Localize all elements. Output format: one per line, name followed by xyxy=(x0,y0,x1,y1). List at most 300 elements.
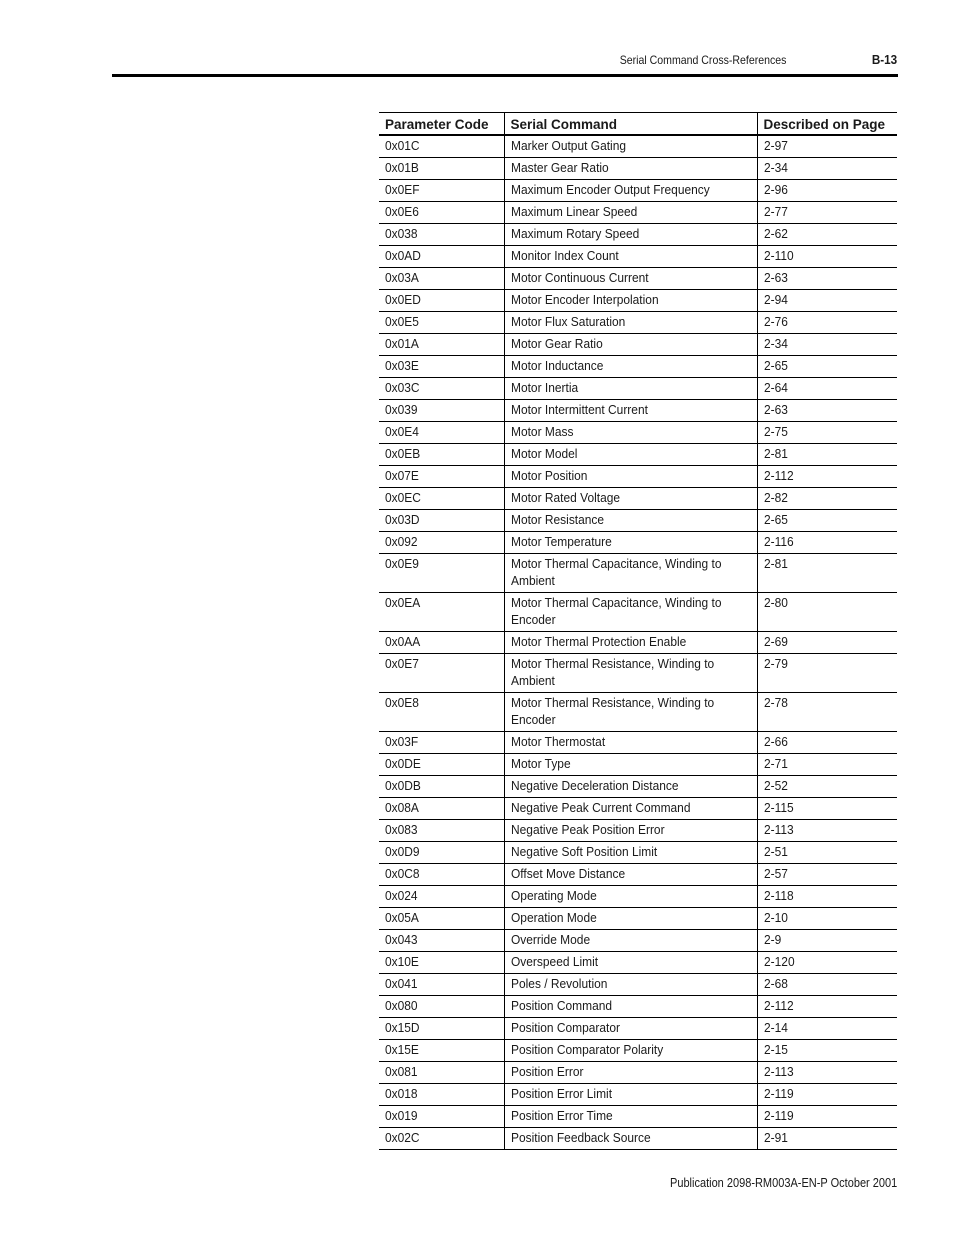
described-on-page-cell xyxy=(757,202,897,224)
parameter-code-cell-text: 0x0C8 xyxy=(385,866,420,881)
parameter-code-cell xyxy=(379,135,504,158)
serial-command-cell-text: Motor Thermal Resistance, Winding to Encoder xyxy=(510,695,714,727)
serial-command-cell xyxy=(504,532,757,554)
described-on-page-cell-text: 2-65 xyxy=(763,358,788,373)
described-on-page-cell-text: 2-76 xyxy=(763,314,788,329)
serial-command-cell-text: Motor Flux Saturation xyxy=(510,314,625,329)
described-on-page-cell xyxy=(757,798,897,820)
serial-command-cell xyxy=(504,246,757,268)
described-on-page-cell-text: 2-118 xyxy=(763,888,794,903)
described-on-page-cell-text: 2-81 xyxy=(763,556,788,571)
table-row xyxy=(379,334,897,356)
described-on-page-cell xyxy=(757,776,897,798)
serial-command-cell-text: Motor Thermal Protection Enable xyxy=(510,634,686,649)
described-on-page-cell xyxy=(757,908,897,930)
described-on-page-cell xyxy=(757,510,897,532)
table-row xyxy=(379,180,897,202)
parameter-code-cell xyxy=(379,1018,504,1040)
serial-command-cell xyxy=(504,268,757,290)
parameter-code-cell-text: 0x038 xyxy=(385,226,418,241)
serial-command-cell xyxy=(504,1128,757,1150)
described-on-page-cell xyxy=(757,356,897,378)
table-row xyxy=(379,378,897,400)
described-on-page-cell-text: 2-68 xyxy=(763,976,788,991)
parameter-code-cell xyxy=(379,1128,504,1150)
parameter-code-cell xyxy=(379,754,504,776)
described-on-page-cell-text: 2-34 xyxy=(763,336,788,351)
parameter-code-cell-text: 0x03A xyxy=(385,270,419,285)
serial-command-cell-text: Motor Thermostat xyxy=(510,734,605,749)
described-on-page-cell xyxy=(757,400,897,422)
described-on-page-cell xyxy=(757,312,897,334)
parameter-code-cell xyxy=(379,510,504,532)
serial-command-cell-text: Motor Continuous Current xyxy=(510,270,649,285)
parameter-code-cell-text: 0x0EF xyxy=(385,182,420,197)
table-row xyxy=(379,1062,897,1084)
parameter-code-cell xyxy=(379,334,504,356)
serial-command-cell-text: Motor Position xyxy=(510,468,587,483)
described-on-page-cell xyxy=(757,732,897,754)
serial-command-cell-text: Position Error Limit xyxy=(510,1086,612,1101)
serial-command-cell xyxy=(504,930,757,952)
described-on-page-cell-text: 2-120 xyxy=(763,954,795,969)
table-row xyxy=(379,798,897,820)
described-on-page-cell-text: 2-66 xyxy=(763,734,788,749)
parameter-code-cell-text: 0x03C xyxy=(385,380,420,395)
table-row xyxy=(379,930,897,952)
table-row xyxy=(379,632,897,654)
described-on-page-cell-text: 2-91 xyxy=(763,1130,788,1145)
table-row xyxy=(379,488,897,510)
described-on-page-cell xyxy=(757,952,897,974)
table-row xyxy=(379,444,897,466)
described-on-page-cell-text: 2-15 xyxy=(763,1042,788,1057)
parameter-code-cell-text: 0x01C xyxy=(385,138,420,153)
described-on-page-cell xyxy=(757,1062,897,1084)
parameter-code-cell xyxy=(379,312,504,334)
parameter-code-cell-text: 0x03E xyxy=(385,358,419,373)
parameter-code-cell xyxy=(379,908,504,930)
parameter-code-cell-text: 0x0DB xyxy=(385,778,421,793)
serial-command-cell xyxy=(504,554,757,593)
parameter-code-cell xyxy=(379,886,504,908)
described-on-page-cell-text: 2-115 xyxy=(763,800,794,815)
serial-command-cell-text: Position Command xyxy=(510,998,612,1013)
parameter-code-cell-text: 0x0E7 xyxy=(385,656,419,671)
table-row xyxy=(379,202,897,224)
parameter-code-cell xyxy=(379,654,504,693)
parameter-code-cell xyxy=(379,974,504,996)
parameter-code-cell xyxy=(379,842,504,864)
serial-command-cell-text: Position Error xyxy=(510,1064,583,1079)
described-on-page-cell xyxy=(757,444,897,466)
serial-command-cell-text: Maximum Rotary Speed xyxy=(510,226,639,241)
parameter-code-cell xyxy=(379,732,504,754)
described-on-page-cell-text: 2-62 xyxy=(763,226,788,241)
serial-command-cell-text: Negative Peak Current Command xyxy=(510,800,690,815)
parameter-code-cell-text: 0x024 xyxy=(385,888,418,903)
serial-command-cell-text: Motor Thermal Capacitance, Winding to Encoder xyxy=(510,595,722,627)
serial-command-cell xyxy=(504,632,757,654)
table-row xyxy=(379,776,897,798)
serial-command-cell xyxy=(504,1084,757,1106)
table-row xyxy=(379,246,897,268)
serial-command-cell-text: Override Mode xyxy=(510,932,590,947)
serial-command-cell xyxy=(504,1040,757,1062)
described-on-page-cell xyxy=(757,554,897,593)
serial-command-cell-text: Negative Peak Position Error xyxy=(510,822,665,837)
parameter-code-cell xyxy=(379,290,504,312)
parameter-code-cell xyxy=(379,1062,504,1084)
parameter-code-cell-text: 0x0E6 xyxy=(385,204,419,219)
parameter-code-cell xyxy=(379,532,504,554)
described-on-page-cell xyxy=(757,378,897,400)
serial-command-cell-text: Motor Type xyxy=(510,756,571,771)
parameter-code-cell xyxy=(379,996,504,1018)
described-on-page-cell-text: 2-75 xyxy=(763,424,788,439)
serial-command-cell-text: Motor Encoder Interpolation xyxy=(510,292,659,307)
parameter-code-cell-text: 0x0AD xyxy=(385,248,421,263)
table-row xyxy=(379,466,897,488)
parameter-code-cell xyxy=(379,488,504,510)
serial-command-cell xyxy=(504,422,757,444)
parameter-code-cell-text: 0x01B xyxy=(385,160,419,175)
described-on-page-cell xyxy=(757,158,897,180)
serial-command-cell xyxy=(504,488,757,510)
serial-command-cell xyxy=(504,1018,757,1040)
serial-command-cell xyxy=(504,135,757,158)
parameter-code-cell xyxy=(379,268,504,290)
described-on-page-cell-text: 2-64 xyxy=(763,380,788,395)
table-row xyxy=(379,400,897,422)
serial-command-cell xyxy=(504,312,757,334)
described-on-page-cell xyxy=(757,1040,897,1062)
parameter-code-cell xyxy=(379,180,504,202)
parameter-code-cell xyxy=(379,593,504,632)
described-on-page-cell-text: 2-69 xyxy=(763,634,788,649)
table-row xyxy=(379,224,897,246)
parameter-code-cell-text: 0x02C xyxy=(385,1130,420,1145)
described-on-page-cell xyxy=(757,820,897,842)
serial-command-cell xyxy=(504,864,757,886)
parameter-code-cell xyxy=(379,693,504,732)
described-on-page-cell xyxy=(757,693,897,732)
described-on-page-cell xyxy=(757,466,897,488)
parameter-code-cell-text: 0x0AA xyxy=(385,634,421,649)
table-row xyxy=(379,554,897,593)
table-row xyxy=(379,908,897,930)
serial-command-cell-text: Motor Gear Ratio xyxy=(510,336,603,351)
described-on-page-cell-text: 2-82 xyxy=(763,490,788,505)
serial-command-cell xyxy=(504,202,757,224)
serial-command-cell xyxy=(504,798,757,820)
described-on-page-cell-text: 2-34 xyxy=(763,160,788,175)
serial-command-cell-text: Monitor Index Count xyxy=(510,248,619,263)
serial-command-cell-text: Motor Resistance xyxy=(510,512,604,527)
parameter-code-cell-text: 0x0EA xyxy=(385,595,421,610)
parameter-code-cell-text: 0x0ED xyxy=(385,292,421,307)
parameter-code-cell-text: 0x019 xyxy=(385,1108,418,1123)
serial-command-cell-text: Motor Inductance xyxy=(510,358,603,373)
described-on-page-cell xyxy=(757,422,897,444)
parameter-code-cell-text: 0x01A xyxy=(385,336,419,351)
parameter-code-cell-text: 0x018 xyxy=(385,1086,418,1101)
serial-command-cell xyxy=(504,952,757,974)
parameter-code-cell-text: 0x08A xyxy=(385,800,419,815)
parameter-code-cell-text: 0x0E4 xyxy=(385,424,419,439)
table-row xyxy=(379,422,897,444)
serial-command-cell-text: Overspeed Limit xyxy=(510,954,598,969)
described-on-page-cell xyxy=(757,654,897,693)
serial-command-cell xyxy=(504,334,757,356)
described-on-page-cell-text: 2-112 xyxy=(763,998,794,1013)
table-row xyxy=(379,732,897,754)
parameter-code-cell-text: 0x041 xyxy=(385,976,418,991)
table-row xyxy=(379,290,897,312)
parameter-code-cell-text: 0x03D xyxy=(385,512,420,527)
parameter-code-cell-text: 0x0EB xyxy=(385,446,421,461)
serial-command-cell xyxy=(504,820,757,842)
table-row xyxy=(379,886,897,908)
serial-command-cell-text: Operation Mode xyxy=(510,910,597,925)
described-on-page-cell-text: 2-63 xyxy=(763,270,788,285)
serial-command-cell-text: Motor Model xyxy=(510,446,577,461)
serial-command-cell-text: Negative Deceleration Distance xyxy=(510,778,679,793)
parameter-code-cell xyxy=(379,1084,504,1106)
serial-command-cell-text: Offset Move Distance xyxy=(510,866,625,881)
parameter-code-cell-text: 0x0DE xyxy=(385,756,421,771)
serial-command-cell xyxy=(504,776,757,798)
parameter-code-cell xyxy=(379,224,504,246)
serial-command-cell-text: Motor Thermal Capacitance, Winding to Ambient xyxy=(510,556,722,588)
serial-command-cell xyxy=(504,754,757,776)
parameter-code-cell xyxy=(379,466,504,488)
parameter-code-cell-text: 0x15E xyxy=(385,1042,419,1057)
serial-command-cell-text: Motor Inertia xyxy=(510,380,578,395)
serial-command-cell xyxy=(504,732,757,754)
described-on-page-cell xyxy=(757,1106,897,1128)
described-on-page-cell-text: 2-10 xyxy=(763,910,788,925)
column-header-serial-command: Serial Command xyxy=(504,113,757,136)
described-on-page-cell xyxy=(757,1018,897,1040)
parameter-code-cell-text: 0x039 xyxy=(385,402,418,417)
described-on-page-cell xyxy=(757,930,897,952)
parameter-code-cell-text: 0x081 xyxy=(385,1064,418,1079)
described-on-page-cell-text: 2-57 xyxy=(763,866,788,881)
table-row xyxy=(379,996,897,1018)
parameter-code-cell xyxy=(379,864,504,886)
serial-command-cell-text: Operating Mode xyxy=(510,888,597,903)
serial-command-cell xyxy=(504,1062,757,1084)
serial-command-cell xyxy=(504,158,757,180)
serial-command-cell xyxy=(504,886,757,908)
table-body xyxy=(379,135,897,1150)
serial-command-cell xyxy=(504,356,757,378)
described-on-page-cell xyxy=(757,842,897,864)
described-on-page-cell xyxy=(757,1084,897,1106)
parameter-code-cell xyxy=(379,400,504,422)
table-row xyxy=(379,693,897,732)
table-row xyxy=(379,1106,897,1128)
described-on-page-cell-text: 2-94 xyxy=(763,292,788,307)
described-on-page-cell-text: 2-113 xyxy=(763,1064,794,1079)
parameter-code-cell-text: 0x10E xyxy=(385,954,419,969)
serial-command-cell-text: Motor Intermittent Current xyxy=(510,402,648,417)
serial-command-cell xyxy=(504,908,757,930)
parameter-code-cell-text: 0x080 xyxy=(385,998,418,1013)
table-row xyxy=(379,754,897,776)
parameter-code-cell xyxy=(379,776,504,798)
described-on-page-cell-text: 2-96 xyxy=(763,182,788,197)
described-on-page-cell-text: 2-78 xyxy=(763,695,788,710)
serial-command-cell-text: Motor Rated Voltage xyxy=(510,490,620,505)
parameter-code-cell-text: 0x0E5 xyxy=(385,314,419,329)
described-on-page-cell xyxy=(757,488,897,510)
serial-command-cell-text: Motor Temperature xyxy=(510,534,612,549)
serial-command-cell-text: Master Gear Ratio xyxy=(510,160,609,175)
parameter-code-cell-text: 0x0E9 xyxy=(385,556,419,571)
described-on-page-cell-text: 2-71 xyxy=(763,756,788,771)
described-on-page-cell xyxy=(757,886,897,908)
serial-command-cell xyxy=(504,180,757,202)
described-on-page-cell xyxy=(757,996,897,1018)
header-rule xyxy=(112,74,898,77)
described-on-page-cell xyxy=(757,290,897,312)
described-on-page-cell xyxy=(757,532,897,554)
serial-command-cell-text: Maximum Encoder Output Frequency xyxy=(510,182,710,197)
parameter-code-cell-text: 0x0EC xyxy=(385,490,421,505)
described-on-page-cell xyxy=(757,1128,897,1150)
described-on-page-cell-text: 2-79 xyxy=(763,656,788,671)
described-on-page-cell xyxy=(757,135,897,158)
parameter-code-cell-text: 0x043 xyxy=(385,932,418,947)
serial-command-cell xyxy=(504,654,757,693)
described-on-page-cell-text: 2-63 xyxy=(763,402,788,417)
described-on-page-cell xyxy=(757,224,897,246)
serial-command-cell xyxy=(504,842,757,864)
table-row xyxy=(379,864,897,886)
serial-command-cell-text: Maximum Linear Speed xyxy=(510,204,637,219)
publication-footer: Publication 2098-RM003A-EN-P October 2001 xyxy=(669,1176,897,1190)
table-row xyxy=(379,842,897,864)
serial-command-cell-text: Marker Output Gating xyxy=(510,138,626,153)
table-row xyxy=(379,654,897,693)
serial-command-cell xyxy=(504,378,757,400)
parameter-code-cell xyxy=(379,632,504,654)
table-row xyxy=(379,974,897,996)
serial-command-cell xyxy=(504,466,757,488)
serial-command-cell xyxy=(504,1106,757,1128)
serial-command-cell-text: Position Error Time xyxy=(510,1108,613,1123)
parameter-code-cell xyxy=(379,158,504,180)
serial-command-cell xyxy=(504,224,757,246)
column-header-parameter-code: Parameter Code xyxy=(379,113,504,136)
table-row xyxy=(379,820,897,842)
described-on-page-cell-text: 2-116 xyxy=(763,534,794,549)
parameter-code-cell xyxy=(379,202,504,224)
described-on-page-cell-text: 2-9 xyxy=(763,932,781,947)
described-on-page-cell xyxy=(757,754,897,776)
parameter-code-cell-text: 0x083 xyxy=(385,822,418,837)
parameter-code-cell xyxy=(379,444,504,466)
serial-command-cell-text: Motor Thermal Resistance, Winding to Ambient xyxy=(510,656,714,688)
serial-command-cell xyxy=(504,290,757,312)
parameter-code-cell xyxy=(379,798,504,820)
table-row xyxy=(379,1128,897,1150)
described-on-page-cell xyxy=(757,246,897,268)
serial-command-cell xyxy=(504,510,757,532)
table-row xyxy=(379,135,897,158)
table-header-row xyxy=(379,113,897,136)
parameter-code-cell-text: 0x05A xyxy=(385,910,419,925)
column-header-described-on-page: Described on Page xyxy=(757,113,897,136)
described-on-page-cell-text: 2-80 xyxy=(763,595,788,610)
table-row xyxy=(379,268,897,290)
described-on-page-cell-text: 2-81 xyxy=(763,446,788,461)
described-on-page-cell-text: 2-110 xyxy=(763,248,794,263)
serial-command-cell xyxy=(504,593,757,632)
parameter-code-cell xyxy=(379,554,504,593)
described-on-page-cell-text: 2-52 xyxy=(763,778,788,793)
parameter-code-cell-text: 0x15D xyxy=(385,1020,420,1035)
table-row xyxy=(379,952,897,974)
described-on-page-cell xyxy=(757,974,897,996)
serial-command-cell-text: Negative Soft Position Limit xyxy=(510,844,657,859)
table-row xyxy=(379,593,897,632)
described-on-page-cell-text: 2-97 xyxy=(763,138,788,153)
table-row xyxy=(379,510,897,532)
parameter-code-cell-text: 0x03F xyxy=(385,734,419,749)
described-on-page-cell xyxy=(757,268,897,290)
parameter-code-cell xyxy=(379,1106,504,1128)
parameter-code-cell xyxy=(379,422,504,444)
described-on-page-cell xyxy=(757,632,897,654)
serial-command-cell-text: Poles / Revolution xyxy=(510,976,607,991)
described-on-page-cell-text: 2-14 xyxy=(763,1020,788,1035)
table-row xyxy=(379,158,897,180)
described-on-page-cell-text: 2-65 xyxy=(763,512,788,527)
parameter-code-cell xyxy=(379,378,504,400)
described-on-page-cell xyxy=(757,180,897,202)
serial-command-cell-text: Position Comparator xyxy=(510,1020,620,1035)
table-row xyxy=(379,356,897,378)
page-number: B-13 xyxy=(871,52,897,67)
parameter-code-cell xyxy=(379,356,504,378)
table-row xyxy=(379,1040,897,1062)
serial-command-cell-text: Motor Mass xyxy=(510,424,573,439)
serial-command-cell xyxy=(504,444,757,466)
parameter-code-cell xyxy=(379,246,504,268)
described-on-page-cell-text: 2-51 xyxy=(763,844,788,859)
table-row xyxy=(379,1084,897,1106)
serial-command-cell-text: Position Comparator Polarity xyxy=(510,1042,663,1057)
parameter-code-cell-text: 0x092 xyxy=(385,534,418,549)
serial-command-cell-text: Position Feedback Source xyxy=(510,1130,651,1145)
parameter-code-cell xyxy=(379,930,504,952)
serial-command-cell xyxy=(504,693,757,732)
parameter-code-cell xyxy=(379,1040,504,1062)
described-on-page-cell xyxy=(757,593,897,632)
parameter-code-cell-text: 0x07E xyxy=(385,468,419,483)
serial-command-cell xyxy=(504,996,757,1018)
described-on-page-cell-text: 2-119 xyxy=(763,1086,794,1101)
described-on-page-cell xyxy=(757,334,897,356)
parameter-code-cell xyxy=(379,820,504,842)
described-on-page-cell-text: 2-119 xyxy=(763,1108,794,1123)
table-row xyxy=(379,532,897,554)
described-on-page-cell-text: 2-113 xyxy=(763,822,794,837)
described-on-page-cell xyxy=(757,864,897,886)
